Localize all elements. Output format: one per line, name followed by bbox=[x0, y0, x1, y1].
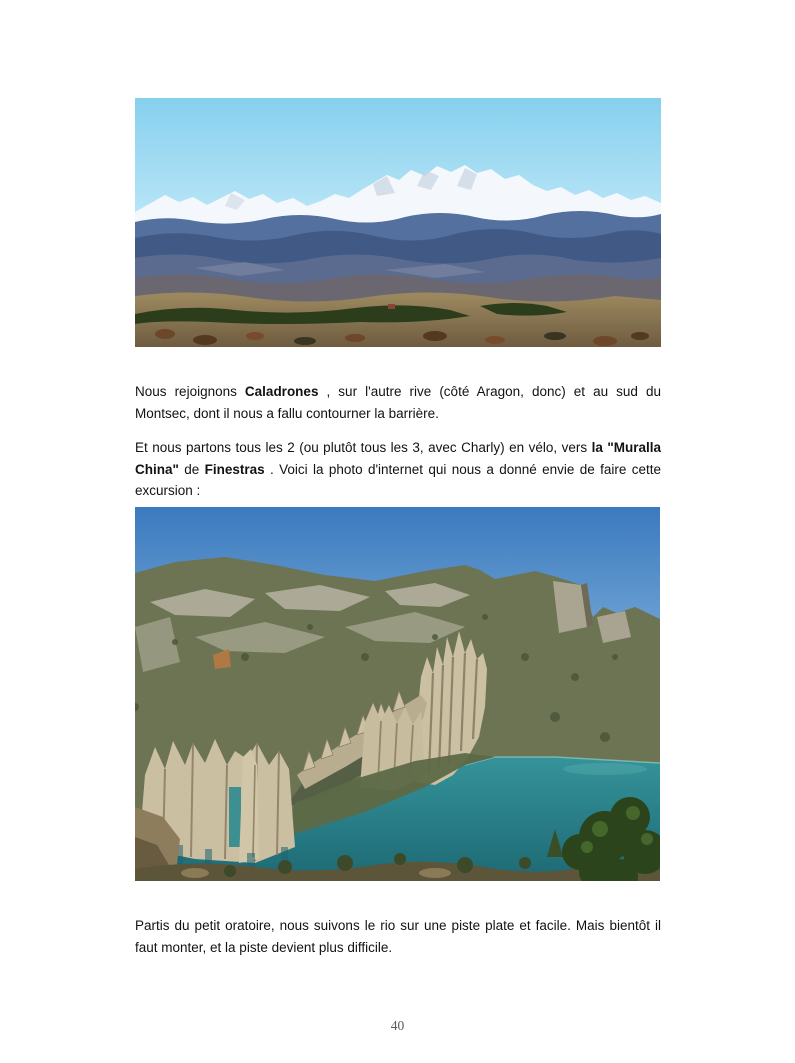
text-run: . Voici la photo d'internet qui nous a donné envie de faire cette excursion : bbox=[135, 461, 661, 498]
photo-muralla-china bbox=[135, 507, 660, 881]
page-number: 40 bbox=[390, 1018, 405, 1033]
text-run-bold: la "Muralla China" bbox=[135, 440, 661, 477]
paragraph-muralla-china bbox=[135, 437, 661, 502]
foreground-hills bbox=[135, 292, 661, 347]
farmhouse bbox=[388, 304, 395, 309]
text-run: Et nous partons tous les 2 (ou plutôt tous les 3, avec Charly) en vélo, vers bbox=[135, 440, 592, 455]
text-run: de bbox=[178, 461, 205, 477]
text-run: , sur l'autre rive (côté Aragon, donc) et au sud du Montsec, dont il nous a fallu contourner la barrière. bbox=[135, 384, 661, 421]
photo-pyrenees-panorama bbox=[135, 98, 661, 347]
text-run: Partis du petit oratoire, nous suivons le rio sur une piste plate et facile. Mais bientôt il faut monter, et la piste devient plus difficile. bbox=[135, 918, 661, 955]
paragraph-oratoire bbox=[135, 915, 661, 958]
text-run-bold: Caladrones bbox=[244, 384, 319, 399]
paragraph-caladrones bbox=[135, 381, 661, 424]
water-gap bbox=[229, 787, 241, 847]
text-run: Nous rejoignons bbox=[135, 384, 245, 399]
text-run-bold: Finestras bbox=[204, 461, 265, 477]
